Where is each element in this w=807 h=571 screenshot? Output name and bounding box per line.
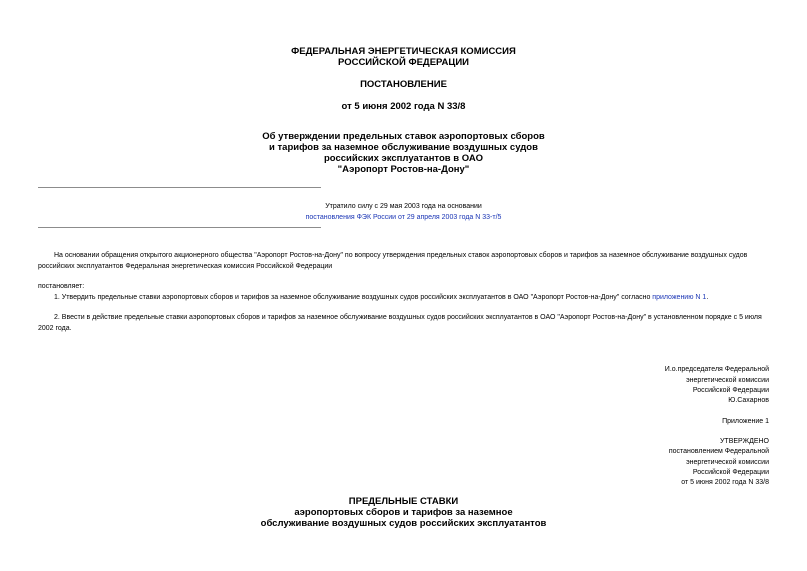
item-1-text: 1. Утвердить предельные ставки аэропортовых сборов и тарифов за наземное обслуживание воздушных судов российских эксплуатантов в ОАО "Аэропорт Ростов-на-Дону" согласно (54, 294, 653, 301)
separator-bottom (38, 227, 321, 228)
doc-type: ПОСТАНОВЛЕНИЕ (360, 79, 447, 90)
doc-date-number: от 5 июня 2002 года N 33/8 (341, 101, 466, 112)
intro-paragraph: На основании обращения открытого акционерного общества "Аэропорт Ростов-на-Дону" по вопросу утверждения предельных ставок аэропортовых сборов и тарифов за наземное обслуживание воздушных судов российских эксплуатантов Федеральная энергетическая комиссия Российской Федерации (38, 252, 748, 270)
org-name-line1: ФЕДЕРАЛЬНАЯ ЭНЕРГЕТИЧЕСКАЯ КОМИССИЯ (291, 46, 516, 57)
appendix-approved: УТВЕРЖДЕНО (719, 438, 769, 445)
appendix-1-link[interactable]: приложению N 1 (652, 294, 707, 301)
doc-title-line4: "Аэропорт Ростов-на-Дону" (337, 164, 470, 175)
validity-link[interactable]: постановления ФЭК России от 29 апреля 2003 года N 33-т/5 (305, 214, 502, 221)
doc-title-line3: российских эксплуатантов в ОАО (323, 153, 484, 164)
appendix-approved-line3: Российской Федерации (692, 469, 769, 476)
item-1-end: . (706, 294, 709, 301)
signature-name: Ю.Сахарнов (728, 397, 769, 404)
signature-line2: энергетической комиссии (686, 377, 769, 384)
appendix-title-line2: аэропортовых сборов и тарифов за наземное (294, 507, 513, 518)
separator-top (38, 187, 321, 188)
doc-title-line1: Об утверждении предельных ставок аэропортовых сборов (262, 131, 545, 142)
signature-line1: И.о.председателя Федеральной (664, 366, 769, 373)
appendix-title-line3: обслуживание воздушных судов российских эксплуатантов (260, 518, 547, 529)
appendix-approved-line1: постановлением Федеральной (668, 448, 769, 455)
decree-word: постановляет: (38, 283, 85, 290)
org-name-line2: РОССИЙСКОЙ ФЕДЕРАЦИИ (337, 57, 469, 68)
item-2: 2. Ввести в действие предельные ставки аэропортовых сборов и тарифов за наземное обслуживание воздушных судов российских эксплуатантов в ОАО "Аэропорт Ростов-на-Дону" в установленном порядке с 5 июля 2002 года. (38, 314, 762, 332)
appendix-approved-line4: от 5 июня 2002 года N 33/8 (681, 479, 769, 486)
signature-line3: Российской Федерации (692, 387, 769, 394)
validity-note: Утратило силу с 29 мая 2003 года на основании (325, 203, 482, 210)
appendix-approved-line2: энергетической комиссии (686, 459, 769, 466)
item-1 (38, 292, 770, 303)
doc-title-line2: и тарифов за наземное обслуживание воздушных судов (269, 142, 538, 153)
appendix-title-line1: ПРЕДЕЛЬНЫЕ СТАВКИ (348, 496, 459, 507)
appendix-label: Приложение 1 (722, 418, 769, 425)
validity-link-row (0, 212, 807, 223)
